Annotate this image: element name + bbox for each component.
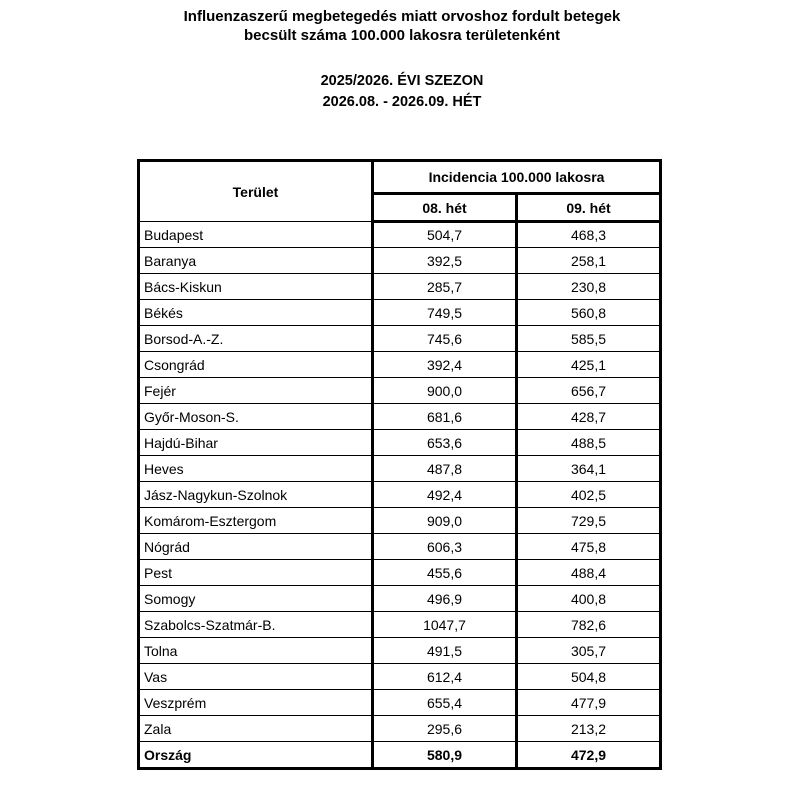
- column-header-week1: 08. hét: [373, 194, 517, 222]
- table-row: [139, 222, 661, 248]
- week2-value: 428,7: [517, 404, 661, 430]
- week1-value: 612,4: [373, 664, 517, 690]
- region-name: Borsod-A.-Z.: [139, 326, 373, 352]
- week1-value: 392,5: [373, 248, 517, 274]
- week1-value: 681,6: [373, 404, 517, 430]
- table-row: [139, 404, 661, 430]
- total-week2-value: 472,9: [517, 742, 661, 769]
- table-footer: [139, 742, 661, 769]
- column-header-region: Terület: [139, 161, 373, 222]
- week2-value: 425,1: [517, 352, 661, 378]
- region-name: Baranya: [139, 248, 373, 274]
- page-title-line1: Influenzaszerű megbetegedés miatt orvoshoz fordult betegek: [183, 8, 621, 25]
- week2-value: 560,8: [517, 300, 661, 326]
- week1-value: 1047,7: [373, 612, 517, 638]
- table-row: [139, 508, 661, 534]
- week2-value: 258,1: [517, 248, 661, 274]
- week1-value: 606,3: [373, 534, 517, 560]
- week2-value: 364,1: [517, 456, 661, 482]
- table-row: [139, 482, 661, 508]
- week1-value: 749,5: [373, 300, 517, 326]
- table-row: [139, 456, 661, 482]
- week1-value: 653,6: [373, 430, 517, 456]
- week2-value: 468,3: [517, 222, 661, 248]
- region-name: Heves: [139, 456, 373, 482]
- region-name: Tolna: [139, 638, 373, 664]
- week2-value: 585,5: [517, 326, 661, 352]
- table-row: [139, 326, 661, 352]
- table-row: [139, 586, 661, 612]
- region-name: Budapest: [139, 222, 373, 248]
- week1-value: 492,4: [373, 482, 517, 508]
- week1-value: 392,4: [373, 352, 517, 378]
- table-row: [139, 378, 661, 404]
- week2-value: 477,9: [517, 690, 661, 716]
- season-subtitle: [0, 71, 804, 113]
- week1-value: 487,8: [373, 456, 517, 482]
- week1-value: 655,4: [373, 690, 517, 716]
- week1-value: 909,0: [373, 508, 517, 534]
- table-row: [139, 430, 661, 456]
- week1-value: 745,6: [373, 326, 517, 352]
- table-row: [139, 248, 661, 274]
- table-row: [139, 716, 661, 742]
- region-name: Fejér: [139, 378, 373, 404]
- region-name: Békés: [139, 300, 373, 326]
- week2-value: 488,5: [517, 430, 661, 456]
- table-row: [139, 638, 661, 664]
- table-row: [139, 352, 661, 378]
- table-row: [139, 664, 661, 690]
- week1-value: 455,6: [373, 560, 517, 586]
- table-row: [139, 612, 661, 638]
- table-row: [139, 560, 661, 586]
- region-name: Győr-Moson-S.: [139, 404, 373, 430]
- region-name: Szabolcs-Szatmár-B.: [139, 612, 373, 638]
- total-label: Ország: [139, 742, 373, 769]
- region-name: Komárom-Esztergom: [139, 508, 373, 534]
- week-range-label: 2026.08. - 2026.09. HÉT: [322, 94, 482, 110]
- week2-value: 402,5: [517, 482, 661, 508]
- table-header: [139, 161, 661, 222]
- table-row: [139, 534, 661, 560]
- page-title: [0, 8, 804, 45]
- region-name: Hajdú-Bihar: [139, 430, 373, 456]
- table-row: [139, 274, 661, 300]
- table-row: [139, 690, 661, 716]
- week1-value: 504,7: [373, 222, 517, 248]
- region-name: Bács-Kiskun: [139, 274, 373, 300]
- week1-value: 491,5: [373, 638, 517, 664]
- column-header-week2: 09. hét: [517, 194, 661, 222]
- week2-value: 504,8: [517, 664, 661, 690]
- region-name: Veszprém: [139, 690, 373, 716]
- region-name: Jász-Nagykun-Szolnok: [139, 482, 373, 508]
- week2-value: 213,2: [517, 716, 661, 742]
- week2-value: 230,8: [517, 274, 661, 300]
- week2-value: 305,7: [517, 638, 661, 664]
- region-name: Somogy: [139, 586, 373, 612]
- region-name: Zala: [139, 716, 373, 742]
- week2-value: 400,8: [517, 586, 661, 612]
- incidence-table: [137, 159, 662, 770]
- season-label: 2025/2026. ÉVI SZEZON: [320, 73, 484, 89]
- week2-value: 475,8: [517, 534, 661, 560]
- total-row: [139, 742, 661, 769]
- table-body: [139, 222, 661, 742]
- week2-value: 782,6: [517, 612, 661, 638]
- week2-value: 656,7: [517, 378, 661, 404]
- column-group-header: Incidencia 100.000 lakosra: [373, 161, 661, 194]
- week1-value: 496,9: [373, 586, 517, 612]
- region-name: Csongrád: [139, 352, 373, 378]
- page-title-line2: becsült száma 100.000 lakosra területenként: [244, 26, 560, 44]
- region-name: Pest: [139, 560, 373, 586]
- week1-value: 900,0: [373, 378, 517, 404]
- table-row: [139, 300, 661, 326]
- total-week1-value: 580,9: [373, 742, 517, 769]
- region-name: Nógrád: [139, 534, 373, 560]
- week2-value: 729,5: [517, 508, 661, 534]
- week1-value: 295,6: [373, 716, 517, 742]
- week2-value: 488,4: [517, 560, 661, 586]
- week1-value: 285,7: [373, 274, 517, 300]
- region-name: Vas: [139, 664, 373, 690]
